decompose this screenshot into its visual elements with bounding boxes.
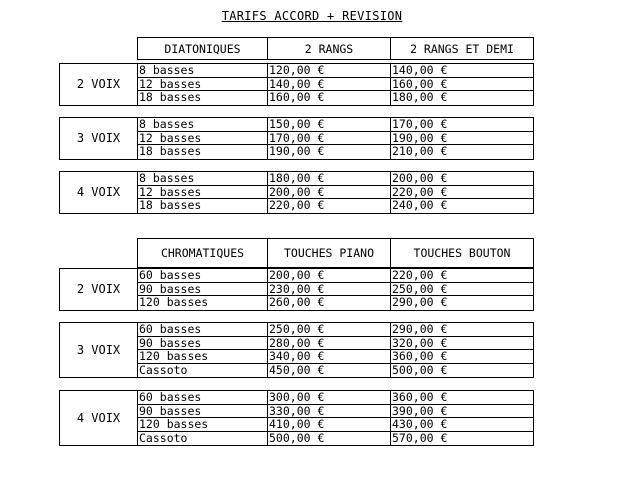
price-cell: 390,00 € [392,403,448,418]
price-cell: 240,00 € [392,198,448,212]
basses-cell: 120 basses [138,350,268,363]
table-row [138,432,533,446]
header-cell: TOUCHES PIANO [268,239,391,267]
price-cell: 500,00 € [392,362,448,377]
price-cell: 210,00 € [392,144,448,158]
group-label: 2 VOIX [60,64,138,105]
price-cell: 140,00 € [268,78,391,91]
group-label: 4 VOIX [60,172,138,213]
price-cell: 500,00 € [268,432,391,446]
basses-cell: 18 basses [138,91,268,105]
price-cell: 260,00 € [268,296,391,310]
table-row [138,269,533,283]
table-row [138,283,533,297]
basses-cell: 18 basses [138,199,268,213]
price-cell: 340,00 € [268,350,391,363]
price-cell: 250,00 € [392,281,448,296]
price-cell: 250,00 € [268,323,391,336]
basses-cell: 90 basses [138,283,268,296]
price-cell: 200,00 € [392,171,448,185]
price-cell: 230,00 € [268,283,391,296]
basses-cell: 12 basses [138,132,268,145]
basses-cell: 90 basses [138,405,268,418]
table-row [138,337,533,351]
chromatiques-header [137,238,534,268]
price-group [59,117,534,160]
group-label: 4 VOIX [60,391,138,445]
header-cell: 2 RANGS [268,38,391,59]
basses-cell: 12 basses [138,78,268,91]
price-cell: 570,00 € [392,430,448,445]
table-row [138,78,533,92]
price-cell: 120,00 € [268,64,391,77]
price-group [59,268,534,311]
price-cell: 450,00 € [268,364,391,378]
price-cell: 290,00 € [392,322,448,336]
table-row [138,172,533,186]
price-cell: 170,00 € [268,132,391,145]
basses-cell: Cassoto [138,364,268,378]
price-group [59,322,534,378]
table-row [138,391,533,405]
table-row [138,91,533,105]
price-cell: 320,00 € [392,335,448,350]
basses-cell: 12 basses [138,186,268,199]
table-row [138,199,533,213]
price-cell: 190,00 € [268,145,391,159]
diatoniques-header [137,37,534,60]
page-title [0,9,624,23]
price-cell: 160,00 € [392,76,448,91]
table-row [138,418,533,432]
price-cell: 220,00 € [392,268,448,282]
group-label: 3 VOIX [60,323,138,377]
basses-cell: 8 basses [138,172,268,185]
table-row [138,118,533,132]
price-group [59,171,534,214]
price-cell: 220,00 € [268,199,391,213]
price-cell: 190,00 € [392,130,448,145]
basses-cell: 60 basses [138,269,268,282]
price-cell: 360,00 € [392,390,448,404]
group-label: 3 VOIX [60,118,138,159]
header-cell: TOUCHES BOUTON [413,246,511,260]
table-row [138,186,533,200]
group-label: 2 VOIX [60,269,138,310]
price-cell: 300,00 € [268,391,391,404]
basses-cell: 120 basses [138,418,268,431]
price-cell: 200,00 € [268,269,391,282]
basses-cell: 60 basses [138,323,268,336]
table-row [138,323,533,337]
price-cell: 410,00 € [268,418,391,431]
basses-cell: 8 basses [138,118,268,131]
table-row [138,350,533,364]
price-cell: 430,00 € [392,417,448,431]
price-cell: 150,00 € [268,118,391,131]
price-cell: 280,00 € [268,337,391,350]
price-cell: 330,00 € [268,405,391,418]
price-cell: 160,00 € [268,91,391,105]
basses-cell: 90 basses [138,337,268,350]
table-row [138,405,533,419]
price-cell: 140,00 € [392,63,448,77]
basses-cell: Cassoto [138,432,268,446]
price-cell: 170,00 € [392,117,448,131]
basses-cell: 8 basses [138,64,268,77]
price-group [59,390,534,446]
table-row [138,296,533,310]
table-row [138,364,533,378]
header-cell: DIATONIQUES [138,38,268,59]
price-cell: 290,00 € [392,295,448,309]
table-row [138,64,533,78]
table-row [138,145,533,159]
table-row [138,132,533,146]
price-group [59,63,534,106]
basses-cell: 120 basses [138,296,268,310]
header-cell: 2 RANGS ET DEMI [410,41,514,56]
price-cell: 200,00 € [268,186,391,199]
price-cell: 360,00 € [392,349,448,363]
price-cell: 180,00 € [268,172,391,185]
price-cell: 180,00 € [392,90,448,104]
price-cell: 220,00 € [392,184,448,199]
basses-cell: 18 basses [138,145,268,159]
basses-cell: 60 basses [138,391,268,404]
page-title-text: TARIFS ACCORD + REVISION [221,9,403,23]
header-cell: CHROMATIQUES [138,239,268,267]
